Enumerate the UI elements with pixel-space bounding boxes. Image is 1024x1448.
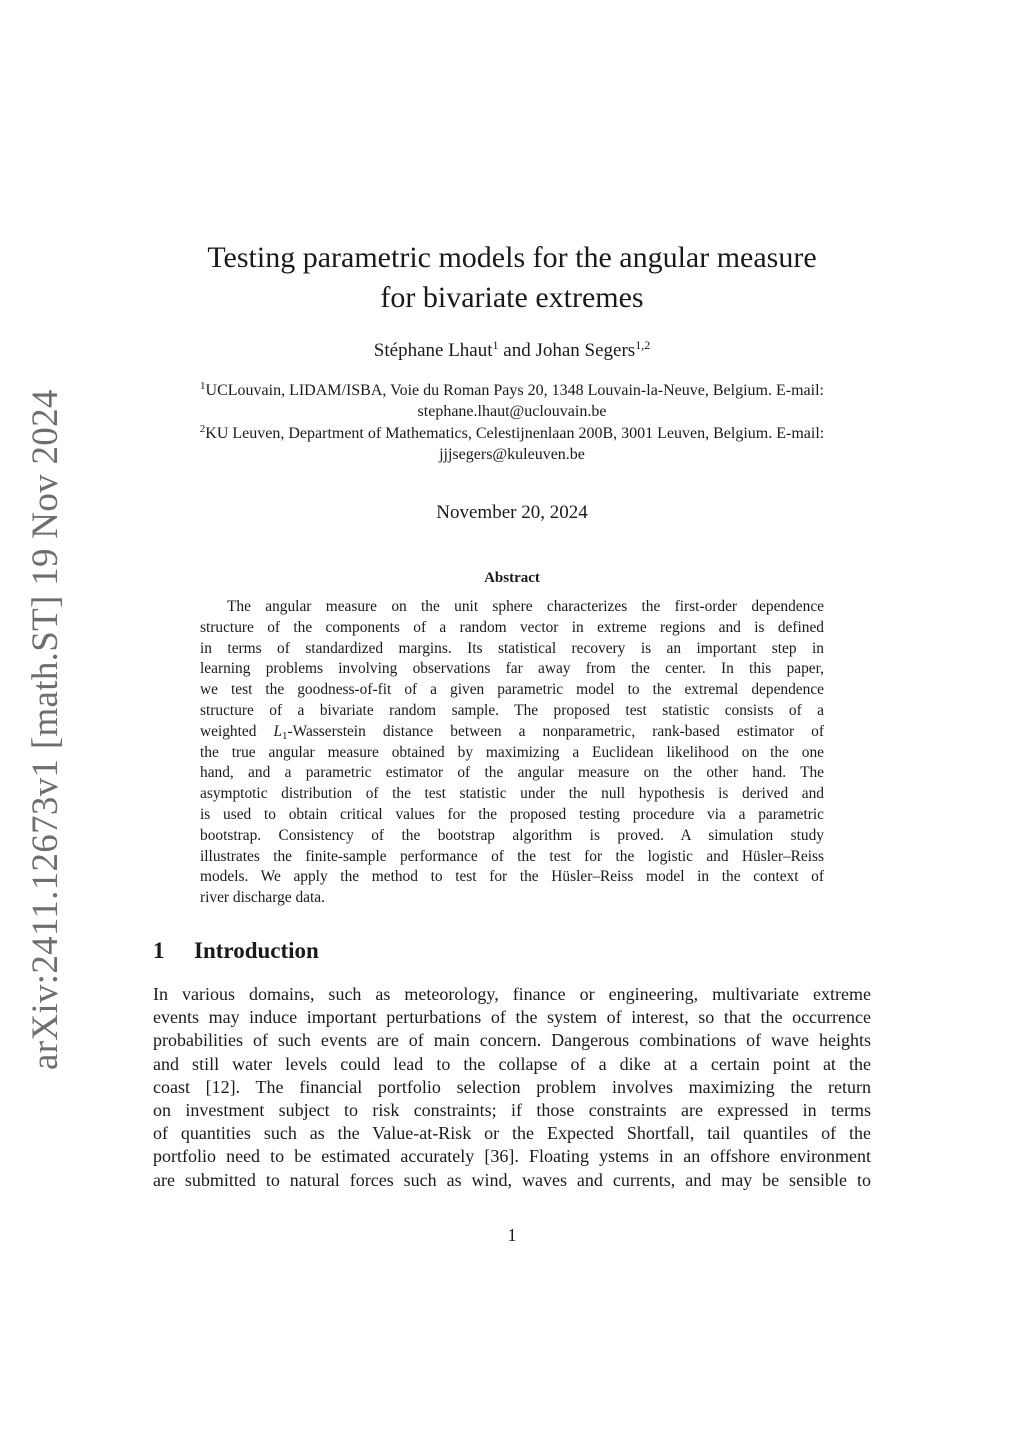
author-lhaut-affiliation-mark: 1 (492, 338, 499, 352)
author-conjunction: and (498, 340, 536, 361)
author-segers: Johan Segers (535, 340, 636, 361)
abstract-line: in terms of standardized margins. Its statistical recovery is an important step in (200, 639, 824, 657)
intro-line: and still water levels could lead to the collapse of a dike at a certain point at the (153, 1053, 871, 1074)
section-title: Introduction (194, 938, 319, 963)
affiliation-1-address (150, 380, 874, 401)
intro-line: of quantities such as the Value-at-Risk or the Expected Shortfall, tail quantiles of the (153, 1123, 871, 1144)
affiliation-1-text: UCLouvain, LIDAM/ISBA, Voie du Roman Pays 20, 1348 Louvain-la-Neuve, Belgium. E-mail: (205, 382, 824, 399)
intro-line: on investment subject to risk constraints; if those constraints are expressed in terms (153, 1100, 871, 1121)
intro-line: coast [12]. The financial portfolio selection problem involves maximizing the return (153, 1076, 871, 1097)
introduction-body (153, 983, 871, 1192)
abstract-line-with-math (200, 722, 824, 743)
affiliation-2-address (150, 423, 874, 444)
abstract-line: illustrates the finite-sample performance of the test for the logistic and Hüsler–Reiss (200, 847, 824, 865)
affiliation-2-text: KU Leuven, Department of Mathematics, Celestijnenlaan 200B, 3001 Leuven, Belgium. E-mail: (205, 425, 825, 442)
title-line-2: for bivariate extremes (380, 281, 644, 314)
abstract-line: asymptotic distribution of the test statistic under the null hypothesis is derived and (200, 785, 824, 803)
abstract-line: structure of a bivariate random sample. The proposed test statistic consists of a (200, 701, 824, 719)
author-lhaut: Stéphane Lhaut (373, 340, 493, 361)
page-number: 1 (507, 1225, 517, 1245)
intro-line: are submitted to natural forces such as wind, waves and currents, and may be sensible to (153, 1169, 871, 1190)
abstract-line: hand, and a parametric estimator of the angular measure on the other hand. The (200, 764, 824, 782)
abstract-line: learning problems involving observations far away from the center. In this paper, (200, 660, 824, 678)
affiliation-1-mark: 1 (200, 380, 206, 392)
arxiv-identifier-watermark: arXiv:2411.12673v1 [math.ST] 19 Nov 2024 (25, 389, 66, 1070)
affiliation-2-mark: 2 (199, 423, 206, 435)
intro-line: portfolio need to be estimated accurately [36]. Floating ystems in an offshore environment (153, 1146, 871, 1167)
math-subscript: 1 (282, 729, 288, 742)
abstract-body (200, 597, 824, 909)
abstract-line-part: -Wasserstein distance between a nonparametric, rank-based estimator of (287, 722, 824, 740)
affiliation-1 (150, 380, 874, 422)
affiliation-2-email[interactable]: jjjsegers@kuleuven.be (439, 446, 585, 463)
abstract-line: river discharge data. (200, 889, 325, 907)
section-heading-introduction (153, 936, 319, 966)
math-symbol-l: L (273, 722, 283, 740)
abstract-line-part: weighted (200, 722, 274, 740)
affiliation-1-email[interactable]: stephane.lhaut@uclouvain.be (417, 403, 607, 420)
intro-line: probabilities of such events are of main concern. Dangerous combinations of wave heights (153, 1030, 871, 1051)
l1-math-symbol (273, 723, 287, 740)
abstract-heading: Abstract (484, 570, 540, 586)
abstract-line: is used to obtain critical values for the proposed testing procedure via a parametric (200, 805, 824, 823)
section-number: 1 (153, 938, 165, 963)
author-segers-affiliation-mark: 1,2 (635, 338, 651, 352)
affiliation-2 (150, 423, 874, 465)
abstract-line: bootstrap. Consistency of the bootstrap algorithm is proved. A simulation study (200, 826, 824, 844)
intro-line: In various domains, such as meteorology, finance or engineering, multivariate extreme (153, 984, 871, 1004)
abstract-line: The angular measure on the unit sphere characterizes the first-order dependence (227, 598, 824, 615)
paper-title (150, 238, 874, 318)
title-line-1: Testing parametric models for the angular measure (207, 241, 817, 274)
publication-date: November 20, 2024 (436, 502, 588, 523)
abstract-line: the true angular measure obtained by maximizing a Euclidean likelihood on the one (200, 743, 824, 761)
intro-line: events may induce important perturbations of the system of interest, so that the occurrence (153, 1007, 871, 1028)
abstract-line: we test the goodness-of-fit of a given parametric model to the extremal dependence (200, 681, 824, 699)
author-list (150, 338, 874, 364)
abstract-line: structure of the components of a random vector in extreme regions and is defined (200, 618, 824, 636)
abstract-line: models. We apply the method to test for the Hüsler–Reiss model in the context of (200, 868, 824, 886)
